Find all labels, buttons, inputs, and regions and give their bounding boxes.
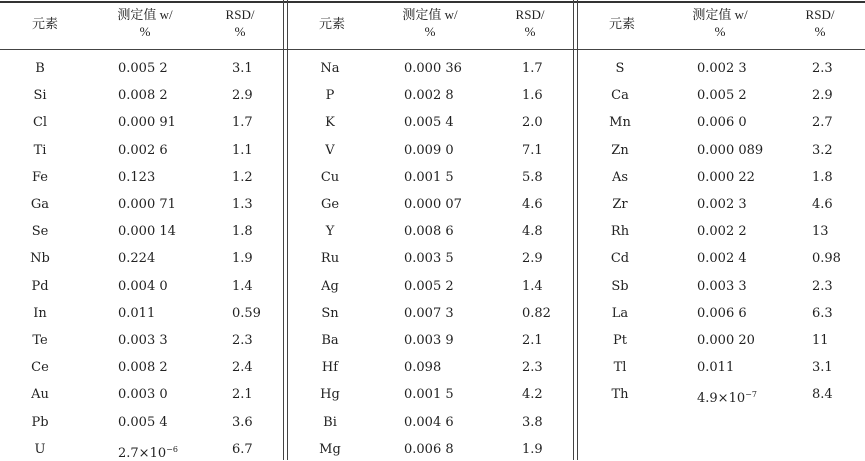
measured-value: 0.000 20 — [697, 333, 755, 348]
element-symbol: Cd — [610, 251, 630, 267]
element-symbol: Ca — [611, 88, 629, 104]
element-symbol: In — [33, 305, 47, 321]
measured-value: 0.002 3 — [697, 61, 747, 76]
measured-value: $2.7\times 10^{-6}$ — [118, 444, 178, 461]
measured-value: 0.224 — [118, 251, 156, 267]
element-symbol: Ru — [320, 251, 340, 267]
element-symbol: Si — [33, 88, 47, 104]
measured-value: 0.000 91 — [118, 115, 176, 131]
element-symbol: Th — [611, 387, 629, 403]
rsd-value: 2.9 — [522, 251, 543, 267]
rsd-value: 4.6 — [522, 197, 543, 212]
measured-value: $4.9\times 10^{-7}$ — [697, 390, 757, 407]
measured-value: 0.002 4 — [697, 251, 747, 267]
rsd-value: 1.6 — [522, 88, 543, 104]
column-separator — [573, 0, 574, 460]
rsd-value: 2.3 — [812, 61, 833, 76]
rsd-value: 7.1 — [522, 142, 543, 158]
rsd-value: 2.9 — [232, 88, 253, 104]
element-symbol: Pb — [31, 414, 49, 430]
measured-value: 0.003 9 — [404, 333, 454, 348]
measured-value: 0.001 5 — [404, 169, 454, 185]
rsd-value: 0.59 — [232, 305, 261, 321]
element-symbol: Mg — [319, 441, 341, 457]
element-symbol: Ce — [31, 360, 49, 376]
element-symbol: Nb — [30, 251, 50, 267]
measured-value: 0.000 089 — [697, 142, 764, 158]
measured-value: 0.000 71 — [118, 197, 176, 212]
rsd-value: 1.7 — [522, 61, 543, 76]
measured-value: 0.005 2 — [404, 278, 454, 294]
measured-value: 0.003 5 — [404, 251, 454, 267]
measured-value: 0.005 2 — [697, 88, 747, 104]
rsd-value: 1.8 — [232, 224, 253, 240]
element-symbol: P — [325, 88, 335, 104]
rsd-value: 3.1 — [812, 360, 833, 376]
rsd-value: 1.4 — [232, 278, 253, 294]
rsd-value: 4.8 — [522, 224, 543, 240]
header-value: 测定值 w/ % — [117, 7, 173, 39]
measured-value: 0.005 4 — [404, 115, 454, 131]
rsd-value: 0.82 — [522, 305, 551, 321]
exponent: −6 — [166, 444, 178, 454]
measured-value: 0.004 6 — [404, 414, 454, 430]
element-symbol: Sb — [611, 278, 629, 294]
element-symbol: Ge — [320, 197, 340, 212]
measured-value: 0.008 6 — [404, 224, 454, 240]
element-symbol: Te — [32, 333, 48, 348]
measured-value: 0.002 8 — [404, 88, 454, 104]
rsd-value: 8.4 — [812, 387, 833, 403]
rsd-value: 1.4 — [522, 278, 543, 294]
measured-value: 0.002 2 — [697, 224, 747, 240]
rsd-value: 3.1 — [232, 61, 253, 76]
rsd-value: 2.4 — [232, 360, 253, 376]
measured-value: 0.008 2 — [118, 360, 168, 376]
measured-value: 0.098 — [404, 360, 442, 376]
element-symbol: Na — [320, 61, 340, 76]
measured-value: 0.003 3 — [697, 278, 747, 294]
element-symbol: Tl — [613, 360, 627, 376]
rsd-value: 11 — [812, 333, 829, 348]
rsd-value: 6.3 — [812, 305, 833, 321]
header-element: 元素 — [318, 16, 345, 31]
element-symbol: Sn — [321, 305, 339, 321]
measured-value: 0.000 07 — [404, 197, 462, 212]
rsd-value: 2.0 — [522, 115, 543, 131]
column-separator — [287, 0, 288, 460]
rsd-value: 1.1 — [232, 142, 253, 158]
rsd-value: 13 — [812, 224, 829, 240]
measured-value: 0.001 5 — [404, 387, 454, 403]
measured-value: 0.000 14 — [118, 224, 176, 240]
measured-value: 0.009 0 — [404, 142, 454, 158]
measured-value: 0.006 0 — [697, 115, 747, 131]
element-symbol: Zr — [612, 197, 628, 212]
rsd-value: 3.6 — [232, 414, 253, 430]
rsd-value: 4.2 — [522, 387, 543, 403]
rsd-value: 2.1 — [522, 333, 543, 348]
element-symbol: Bi — [323, 414, 337, 430]
measured-value: 0.004 0 — [118, 278, 168, 294]
measured-value: 0.002 6 — [118, 142, 168, 158]
rsd-value: 2.9 — [812, 88, 833, 104]
header-value: 测定值 w/ % — [692, 7, 748, 39]
element-symbol: Mn — [609, 115, 631, 131]
measured-value: 0.005 4 — [118, 414, 168, 430]
header-rsd: RSD/ % — [515, 7, 545, 39]
measured-value: 0.123 — [118, 169, 156, 185]
rsd-value: 3.2 — [812, 142, 833, 158]
element-symbol: Zn — [611, 142, 629, 158]
element-symbol: Cu — [320, 169, 340, 185]
column-separator — [283, 0, 284, 460]
rsd-value: 1.3 — [232, 197, 253, 212]
header-value: 测定值 w/ % — [402, 7, 458, 39]
measured-value: 0.007 3 — [404, 305, 454, 321]
element-symbol: Hf — [321, 360, 339, 376]
element-symbol: Se — [31, 224, 49, 240]
element-symbol: K — [325, 115, 335, 131]
element-symbol: Ti — [33, 142, 47, 158]
header-rsd: RSD/ % — [225, 7, 255, 39]
element-symbol: V — [325, 142, 335, 158]
table-header-rule — [0, 49, 865, 50]
element-symbol: U — [34, 441, 46, 457]
element-symbol: S — [615, 61, 625, 76]
measured-value: 0.002 3 — [697, 197, 747, 212]
measured-value: 0.005 2 — [118, 61, 168, 76]
measured-value: 0.003 0 — [118, 387, 168, 403]
rsd-value: 2.7 — [812, 115, 833, 131]
rsd-value: 1.8 — [812, 169, 833, 185]
rsd-value: 2.3 — [522, 360, 543, 376]
element-symbol: Pd — [31, 278, 49, 294]
rsd-value: 0.98 — [812, 251, 841, 267]
element-symbol: Hg — [320, 387, 340, 403]
header-element: 元素 — [31, 16, 58, 31]
header-rsd: RSD/ % — [805, 7, 835, 39]
element-symbol: Au — [31, 387, 49, 403]
rsd-value: 1.9 — [522, 441, 543, 457]
rsd-value: 6.7 — [232, 441, 253, 457]
element-symbol: La — [611, 305, 629, 321]
rsd-value: 4.6 — [812, 197, 833, 212]
rsd-value: 2.3 — [812, 278, 833, 294]
rsd-value: 1.7 — [232, 115, 253, 131]
measured-value: 0.006 6 — [697, 305, 747, 321]
measured-value: 0.008 2 — [118, 88, 168, 104]
column-separator — [577, 0, 578, 460]
element-symbol: Ga — [30, 197, 50, 212]
rsd-value: 1.2 — [232, 169, 253, 185]
exponent: −7 — [745, 390, 757, 400]
element-symbol: Cl — [32, 115, 48, 131]
measured-value: 0.011 — [697, 360, 735, 376]
rsd-value: 3.8 — [522, 414, 543, 430]
measured-value: 0.006 8 — [404, 441, 454, 457]
element-symbol: Fe — [31, 169, 48, 185]
element-symbol: Y — [325, 224, 335, 240]
element-symbol: Rh — [610, 224, 630, 240]
rsd-value: 2.1 — [232, 387, 253, 403]
rsd-value: 2.3 — [232, 333, 253, 348]
element-symbol: Ag — [321, 278, 339, 294]
measured-value: 0.011 — [118, 305, 156, 321]
measured-value: 0.000 36 — [404, 61, 462, 76]
element-symbol: Ba — [321, 333, 339, 348]
element-symbol: B — [35, 61, 45, 76]
measured-value: 0.000 22 — [697, 169, 755, 185]
header-element: 元素 — [608, 16, 635, 31]
table-top-rule — [0, 1, 865, 3]
rsd-value: 5.8 — [522, 169, 543, 185]
measured-value: 0.003 3 — [118, 333, 168, 348]
element-symbol: Pt — [613, 333, 627, 348]
element-symbol: As — [611, 169, 629, 185]
rsd-value: 1.9 — [232, 251, 253, 267]
